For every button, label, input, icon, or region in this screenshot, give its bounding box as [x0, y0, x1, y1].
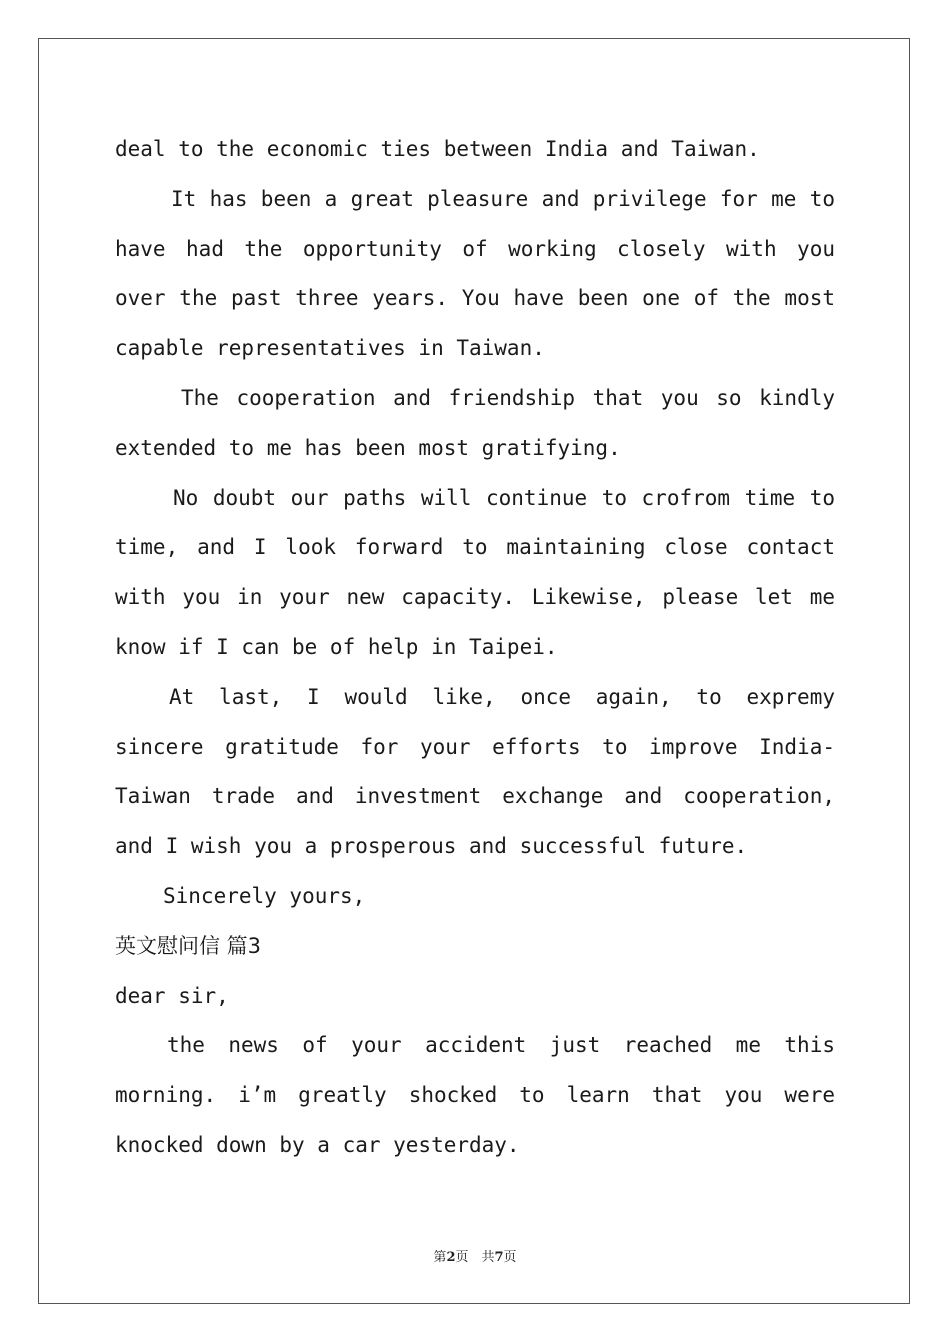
page-footer — [0, 1246, 950, 1265]
page-current: 2 — [446, 1250, 456, 1265]
section-heading: 英文慰问信 篇3 — [115, 933, 262, 958]
paragraph-accident: the news of your accident just reached me this morning. i’m greatly shocked to learn that you were knocked down by a car yesterday. — [115, 1033, 835, 1157]
paragraph-continuation: deal to the economic ties between India and Taiwan. — [115, 137, 760, 161]
page-mid: 页 共 — [455, 1250, 495, 1265]
page-suffix: 页 — [503, 1250, 517, 1265]
paragraph-cooperation: The cooperation and friendship that you so kindly extended to me has been most gratifying. — [115, 385, 835, 460]
closing-line: Sincerely yours, — [163, 883, 366, 908]
paragraph-gratitude: At last, I would like, once again, to expremy sincere gratitude for your efforts to improve India-Taiwan trade and investment exchange and cooperation, and I wish you a prosperous and successful future. — [115, 684, 835, 859]
salutation: dear sir, — [115, 983, 229, 1008]
page-total: 7 — [494, 1250, 504, 1265]
document-body — [115, 125, 835, 1171]
page-prefix: 第 — [433, 1250, 447, 1265]
paragraph-paths: No doubt our paths will continue to crofrom time to time, and I look forward to maintaining close contact with you in your new capacity. Likewise, please let me know if I can be of help in Taipei. — [115, 485, 835, 659]
paragraph-pleasure: It has been a great pleasure and privilege for me to have had the opportunity of working closely with you over the past three years. You have been one of the most capable representatives in Taiwan. — [115, 186, 835, 361]
